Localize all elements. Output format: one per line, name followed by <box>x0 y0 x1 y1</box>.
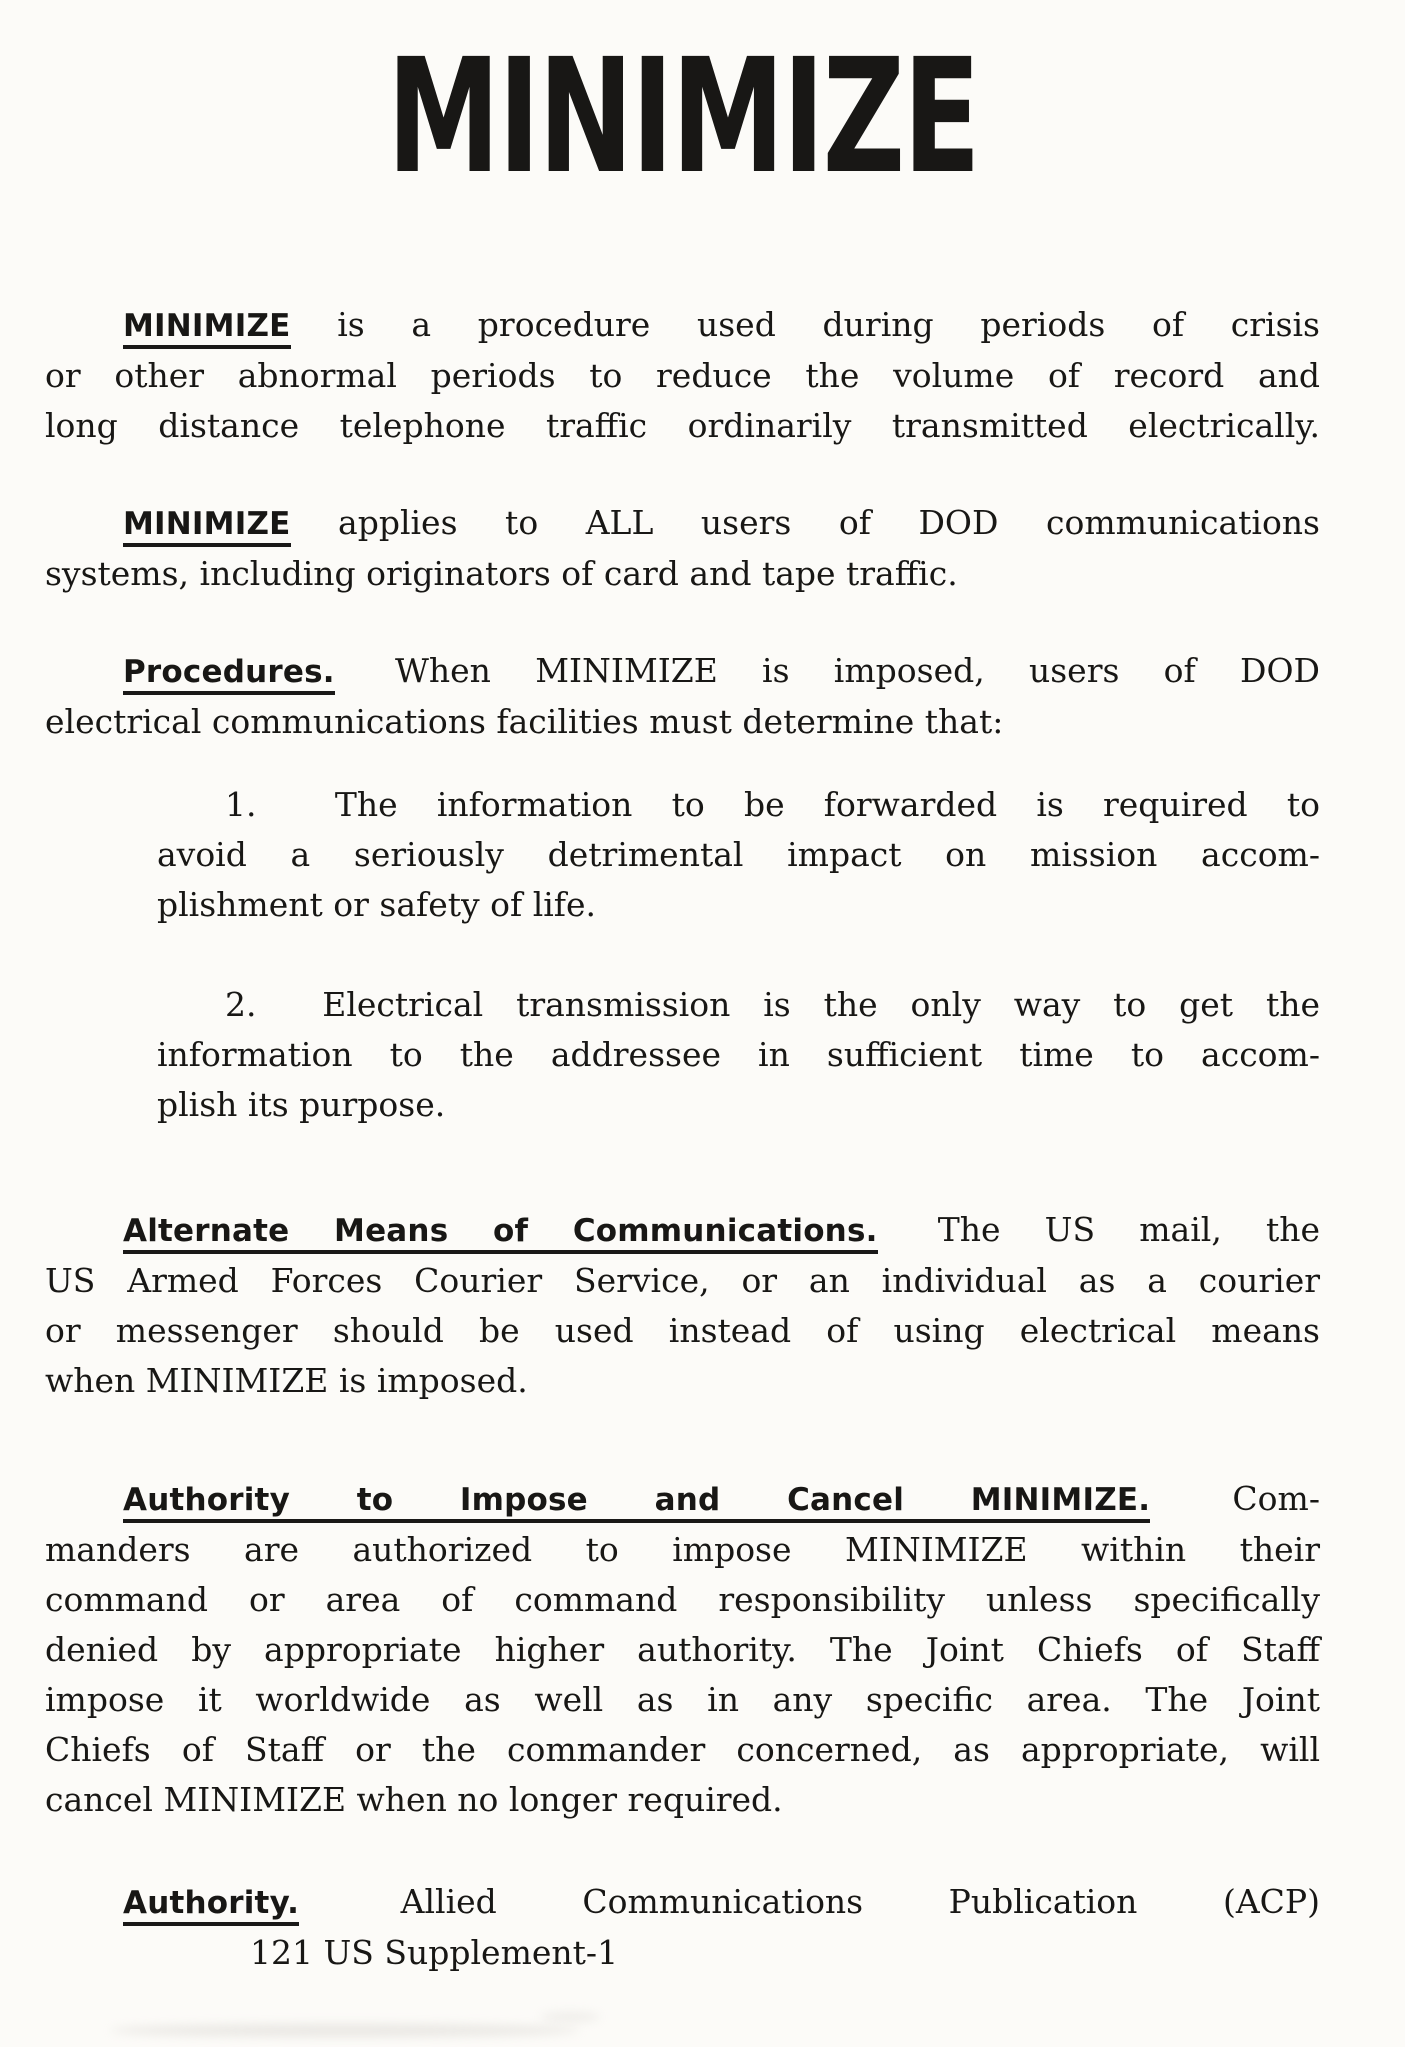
paragraph-authority-source <box>45 1877 1320 1978</box>
text-line: long distance telephone traffic ordinarily transmitted electrically. <box>45 406 1320 445</box>
text-line: electrical communications facilities must determine that: <box>45 702 1004 741</box>
text-line: or messenger should be used instead of using electrical means <box>45 1311 1320 1350</box>
text-line: cancel MINIMIZE when no longer required. <box>45 1780 783 1819</box>
text-segment: is a procedure used during periods of crisis <box>290 305 1320 344</box>
text-line: 2. Electrical transmission is the only way to get the <box>225 985 1320 1024</box>
text-line: denied by appropriate higher authority. The Joint Chiefs of Staff <box>45 1630 1320 1669</box>
text-line: Chiefs of Staff or the commander concerned, as appropriate, will <box>45 1730 1320 1769</box>
page-title-text: MINIMIZE <box>386 25 979 209</box>
paragraph-minimize-applies <box>45 498 1320 599</box>
page-title <box>45 25 1320 209</box>
text-line: US Armed Forces Courier Service, or an individual as a courier <box>45 1261 1320 1300</box>
text-line: plish its purpose. <box>157 1085 446 1124</box>
list-item-1 <box>157 780 1320 930</box>
text-line <box>45 646 1320 697</box>
text-line: command or area of command responsibility unless specifically <box>45 1580 1320 1619</box>
heading-authority: Authority. <box>123 1885 299 1926</box>
text-line: when MINIMIZE is imposed. <box>45 1361 528 1400</box>
text-line: 121 US Supplement-1 <box>250 1933 619 1972</box>
text-line: avoid a seriously detrimental impact on mission accom- <box>157 835 1320 874</box>
heading-authority-impose-cancel: Authority to Impose and Cancel MINIMIZE. <box>123 1482 1150 1523</box>
scan-artifact <box>540 2012 600 2022</box>
text-line: or other abnormal periods to reduce the volume of record and <box>45 356 1320 395</box>
text-line <box>45 1877 1320 1928</box>
text-line: impose it worldwide as well as in any specific area. The Joint <box>45 1680 1320 1719</box>
paragraph-minimize-definition <box>45 300 1320 451</box>
text-line <box>45 1474 1320 1525</box>
text-line <box>45 300 1320 351</box>
text-line <box>45 1205 1320 1256</box>
text-line: information to the addressee in sufficient time to accom- <box>157 1035 1320 1074</box>
text-line: plishment or safety of life. <box>157 885 597 924</box>
heading-alternate-means: Alternate Means of Communications. <box>123 1213 878 1254</box>
heading-minimize: MINIMIZE <box>123 308 291 349</box>
text-line: 1. The information to be forwarded is required to <box>225 785 1320 824</box>
text-segment: applies to ALL users of DOD communications <box>290 503 1320 542</box>
paragraph-authority-impose-cancel <box>45 1474 1320 1825</box>
paragraph-alternate-means <box>45 1205 1320 1406</box>
text-segment: Com- <box>1166 1479 1320 1518</box>
heading-procedures: Procedures. <box>123 654 335 695</box>
text-line <box>45 498 1320 549</box>
heading-minimize: MINIMIZE <box>123 506 291 547</box>
text-segment: The US mail, the <box>893 1210 1321 1249</box>
scan-artifact <box>110 2024 580 2037</box>
text-segment: When MINIMIZE is imposed, users of DOD <box>350 651 1320 690</box>
list-item-2 <box>157 980 1320 1130</box>
text-line: manders are authorized to impose MINIMIZE within their <box>45 1530 1320 1569</box>
paragraph-procedures <box>45 646 1320 747</box>
text-segment: Allied Communications Publication (ACP) <box>315 1882 1320 1921</box>
text-line: systems, including originators of card and tape traffic. <box>45 554 958 593</box>
